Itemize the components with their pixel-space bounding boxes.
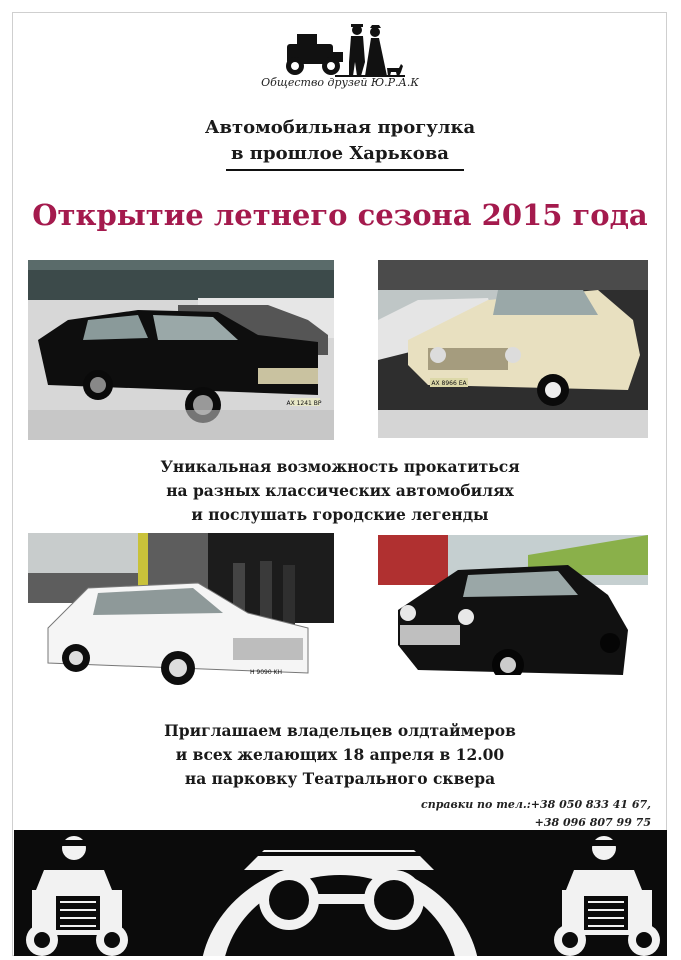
plate-3: H 9090 KH xyxy=(249,669,283,676)
black-volga-photo xyxy=(378,535,648,703)
promo-line-2: на разных классических автомобилях xyxy=(166,481,514,500)
invitation-paragraph xyxy=(60,719,620,791)
plate-2: AX 8966 EA xyxy=(431,380,467,387)
promo-line-3: и послушать городские легенды xyxy=(191,505,489,524)
subtitle-line-1: Автомобильная прогулка xyxy=(204,117,476,138)
invitation-line-3: на парковку Театрального сквера xyxy=(184,769,496,788)
beige-volga-photo xyxy=(378,260,648,438)
promo-line-1: Уникальная возможность прокатиться xyxy=(160,457,520,476)
invitation-line-2: и всех желающих 18 апреля в 12.00 xyxy=(175,745,505,764)
black-limousine-photo xyxy=(28,260,334,440)
promo-paragraph xyxy=(60,455,620,527)
invitation-line-1: Приглашаем владельцев олдтаймеров xyxy=(164,721,516,740)
white-mercedes-photo xyxy=(28,533,334,701)
contact-phone-2: +38 096 807 99 75 xyxy=(534,816,651,829)
club-name: Общество друзей Ю.Р.А.К xyxy=(261,76,419,89)
event-headline: Открытие летнего сезона 2015 года xyxy=(32,198,648,232)
plate-1: AX 1241 BP xyxy=(286,400,322,407)
retro-drivers-with-goggles-icon xyxy=(14,830,667,956)
contact-info xyxy=(400,796,651,832)
contact-phone-1: справки по тел.:+38 050 833 41 67, xyxy=(421,798,651,811)
subtitle-line-2: в прошлое Харькова xyxy=(231,143,449,164)
subtitle-underline xyxy=(226,169,464,171)
bottom-banner xyxy=(14,830,667,956)
